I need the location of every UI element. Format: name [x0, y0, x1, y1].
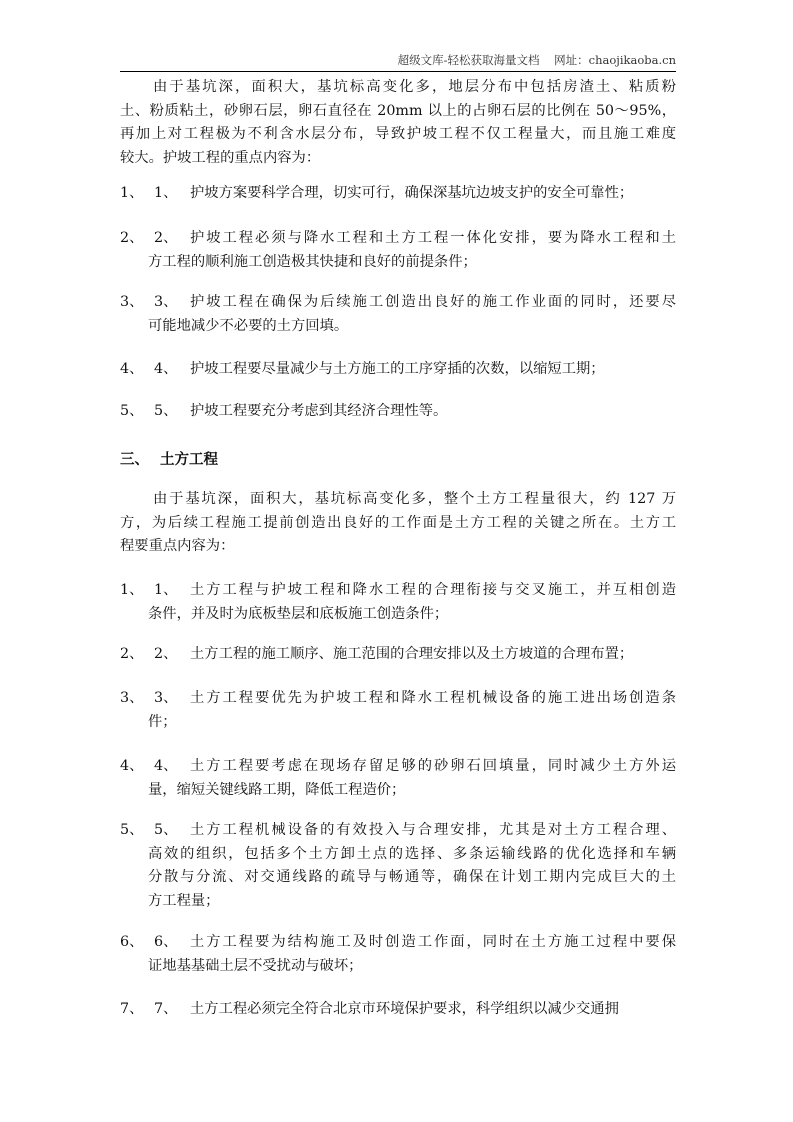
header-url: 网址：chaojikaoba.cn [554, 53, 676, 67]
list-number: 4、 [120, 361, 144, 377]
list-sub-number: 2、 [154, 646, 178, 662]
paragraph-line: 土、粉质粘土，砂卵石层，卵石直径在 20mm 以上的占卵石层的比例在 50～95%， [120, 102, 676, 119]
list-item-text: 土方工程的施工顺序、施工范围的合理安排以及土方坡道的合理布置； [190, 646, 634, 662]
header-site-name: 超级文库-轻松获取海量文档 [397, 53, 540, 67]
list-item-text: 土方工程机械设备的有效投入与合理安排，尤其是对土方工程合理、 [190, 822, 676, 838]
list-number: 1、 [120, 582, 144, 598]
list-item-text: 证地基基础土层不受扰动与破坏； [148, 957, 363, 974]
list-item-text: 方工程的顺利施工创造极其快捷和良好的前提条件； [148, 253, 477, 270]
header-rule [120, 71, 676, 72]
list-item-text: 条件，并及时为底板垫层和底板施工创造条件； [148, 605, 449, 622]
list-number: 5、 [120, 403, 144, 419]
list-sub-number: 5、 [154, 822, 178, 838]
paragraph-line: 程要重点内容为： [120, 538, 235, 554]
list-item-text: 护坡工程在确保为后续施工创造出良好的施工作业面的同时，还要尽 [190, 294, 676, 310]
list-sub-number: 1、 [154, 185, 178, 201]
list-item-text: 土方工程与护坡工程和降水工程的合理衔接与交叉施工，并互相创造 [190, 582, 676, 598]
list-item-text: 分散与分流、对交通线路的疏导与畅通等，确保在计划工期内完成巨大的土 [148, 869, 676, 885]
list-item-text: 量，缩短关键线路工期，降低工程造价； [148, 781, 406, 798]
list-sub-number: 2、 [154, 230, 178, 246]
list-item-text: 土方工程要为结构施工及时创造工作面，同时在土方施工过程中要保 [190, 934, 676, 950]
list-number: 7、 [120, 1001, 144, 1017]
list-item-text: 可能地减少不必要的土方回填。 [148, 317, 349, 334]
paragraph-line: 由于基坑深，面积大，基坑标高变化多，整个土方工程量很大，约 127 万 [153, 491, 676, 507]
list-number: 3、 [120, 690, 144, 706]
paragraph-line: 再加上对工程极为不利含水层分布，导致护坡工程不仅工程量大，而且施工难度 [120, 126, 676, 142]
paragraph-line: 较大。护坡工程的重点内容为： [120, 149, 321, 166]
list-sub-number: 7、 [154, 1001, 178, 1017]
list-item-text: 护坡工程要充分考虑到其经济合理性等。 [190, 403, 448, 419]
list-item-text: 件； [148, 713, 177, 730]
list-sub-number: 1、 [154, 582, 178, 598]
section-number: 三、 [120, 451, 149, 468]
list-sub-number: 4、 [154, 758, 178, 774]
paragraph-line: 方，为后续工程施工提前创造出良好的工作面是土方工程的关键之所在。土方工 [120, 514, 676, 531]
list-item-text: 土方工程要优先为护坡工程和降水工程机械设备的施工进出场创造条 [190, 690, 676, 706]
list-number: 2、 [120, 646, 144, 662]
section-title: 土方工程 [160, 451, 218, 468]
list-item-text: 方工程量； [148, 892, 220, 909]
list-item-text: 土方工程要考虑在现场存留足够的砂卵石回填量，同时减少土方外运 [190, 758, 676, 774]
list-sub-number: 4、 [154, 361, 178, 377]
list-number: 6、 [120, 934, 144, 950]
list-number: 3、 [120, 294, 144, 310]
list-number: 2、 [120, 230, 144, 246]
page-header [398, 52, 676, 68]
list-item-text: 护坡工程必须与降水工程和土方工程一体化安排，要为降水工程和土 [190, 230, 676, 246]
list-item-text: 护坡方案要科学合理，切实可行，确保深基坑边坡支护的安全可靠性； [190, 185, 634, 201]
list-number: 1、 [120, 185, 144, 201]
list-item-text: 护坡工程要尽量减少与土方施工的工序穿插的次数，以缩短工期； [190, 361, 605, 377]
list-sub-number: 5、 [154, 403, 178, 419]
list-sub-number: 3、 [154, 294, 178, 310]
list-item-text: 土方工程必须完全符合北京市环境保护要求，科学组织以减少交通拥 [190, 1001, 619, 1017]
list-number: 4、 [120, 758, 144, 774]
list-sub-number: 3、 [154, 690, 178, 706]
list-sub-number: 6、 [154, 934, 178, 950]
list-item-text: 高效的组织，包括多个土方卸土点的选择、多条运输线路的优化选择和车辆 [148, 845, 676, 862]
list-number: 5、 [120, 822, 144, 838]
paragraph-line: 由于基坑深，面积大，基坑标高变化多，地层分布中包括房渣土、粘质粉 [153, 79, 676, 95]
